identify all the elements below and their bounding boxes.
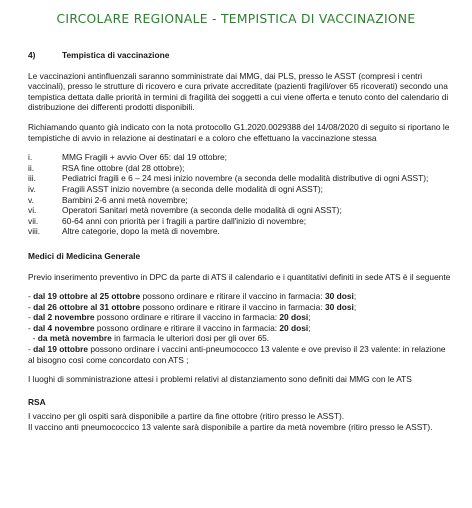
mmg-closing-paragraph: I luoghi di somministrazione attesi i problemi relativi al distanziamento sono definiti dai MMG con le ATS	[28, 374, 412, 385]
mmg-schedule-line	[28, 323, 452, 334]
line-suffix: ;	[353, 291, 357, 302]
timeline-item-text: Pediatrici fragili e 6 – 24 mesi inizio novembre (a seconda delle modalità distributive di ogni ASST);	[62, 173, 429, 184]
timeline-item	[28, 163, 452, 174]
section-heading	[28, 50, 452, 61]
timeline-item-text: Altre categorie, dopo la metà di novembre.	[62, 226, 220, 237]
line-date: dal 19 ottobre al 25 ottobre	[33, 291, 141, 302]
timeline-item-text: Bambini 2-6 anni metà novembre;	[62, 194, 188, 205]
mmg-intro-paragraph: Previo inserimento preventivo in DPC da parte di ATS il calendario e i quantitativi definiti in sede ATS è il seguente	[28, 271, 451, 282]
rsa-line: Il vaccino anti pneumococcico 13 valente sarà disponibile a partire da metà novembre (ritiro presso le ASST).	[28, 422, 433, 433]
line-date: dal 26 ottobre al 31 ottobre	[33, 301, 141, 312]
mmg-schedule-line	[28, 291, 452, 302]
timeline-item	[28, 152, 452, 163]
timeline-item	[28, 205, 452, 216]
line-prefix: -	[28, 301, 34, 312]
line-suffix: ;	[308, 322, 311, 333]
timeline-item-text: 60-64 anni con priorità per i fragili a partire dall'inizio di novembre;	[62, 215, 307, 226]
line-suffix: ;	[353, 301, 357, 312]
timeline-item-number: v.	[28, 194, 34, 205]
section-title: Tempistica di vaccinazione	[62, 50, 170, 60]
rsa-line: I vaccino per gli ospiti sarà disponibile a partire da fine ottobre (ritiro presso le ASST).	[28, 411, 345, 422]
line-text: possono ordinare e ritirare il vaccino in farmacia:	[140, 291, 325, 302]
timeline-item-text: MMG Fragili + avvio Over 65: dal 19 ottobre;	[62, 152, 228, 163]
timeline-item	[28, 184, 452, 195]
mmg-schedule-line	[28, 333, 452, 344]
document-body	[28, 50, 452, 433]
line-date: da metà novembre	[37, 333, 112, 344]
timeline-item-number: ii.	[28, 162, 35, 173]
timeline-item	[28, 226, 452, 237]
line-date: dal 19 ottobre	[33, 344, 89, 355]
mmg-schedule	[28, 291, 452, 365]
line-text: possono ordinare i vaccini anti-pneumococco 13 valente e ove previso il 23 valente: in relazione al bisogno così come concordato con ATS ;	[28, 344, 446, 365]
timeline-item	[28, 173, 452, 184]
section-number: 4)	[28, 50, 36, 60]
line-doses: 30 dosi	[324, 301, 354, 312]
timeline-item-number: i.	[28, 152, 33, 163]
timeline-item-number: vii.	[28, 215, 39, 226]
line-text: possono ordinare e ritirare il vaccino in farmacia:	[94, 322, 280, 333]
mmg-schedule-line	[28, 302, 452, 313]
line-text: possono ordinare e ritirare il vaccino in farmacia:	[94, 312, 280, 323]
protocol-paragraph: Richiamando quanto già indicato con la nota protocollo G1.2020.0029388 del 14/08/2020 di seguito si riportano le tempistiche di avvio in relazione ai destinatari e a coloro che effettuano la vaccinazione stessa	[28, 121, 450, 143]
timeline-item-text: Operatori Sanitari metà novembre (a seconda delle modalità di ogni ASST);	[62, 205, 342, 216]
timeline-item-text: Fragili ASST inizio novembre (a seconda delle modalità di ogni ASST);	[62, 183, 323, 194]
timeline-item-text: RSA fine ottobre (dal 28 ottobre);	[62, 162, 185, 173]
line-date: dal 4 novembre	[33, 322, 95, 333]
line-prefix: -	[28, 333, 38, 344]
line-suffix: ;	[308, 312, 311, 323]
timeline-item-number: iv.	[28, 183, 36, 194]
timeline-item-number: viii.	[28, 226, 41, 237]
mmg-heading: Medici di Medicina Generale	[28, 250, 141, 261]
rsa-heading: RSA	[28, 396, 46, 407]
line-prefix: -	[28, 344, 34, 355]
timeline-item-number: iii.	[28, 173, 36, 184]
line-doses: 20 dosi	[279, 312, 309, 323]
line-date: dal 2 novembre	[33, 312, 95, 323]
mmg-schedule-line	[28, 312, 452, 323]
line-doses: 30 dosi	[324, 291, 354, 302]
timeline-item	[28, 216, 452, 227]
line-doses: 20 dosi	[279, 322, 309, 333]
intro-paragraph: Le vaccinazioni antinfluenzali saranno somministrate dai MMG, dai PLS, presso le ASST (compresi i centri vaccinali), presso le strutture di ricovero e cura private accreditate (pazienti fragili/over 65 ricoverati) secondo una tempistica dettata dalle priorità in termini di fragilità dei soggetti a cui viene offerta e tenuto conto del calendario di distribuzione dei differenti prodotti disponibili.	[28, 70, 449, 113]
timeline-item	[28, 195, 452, 206]
timeline-item-number: vi.	[28, 205, 37, 216]
line-text: possono ordinare e ritirare il vaccino in farmacia:	[140, 301, 325, 312]
document-header-title: CIRCOLARE REGIONALE - TEMPISTICA DI VACCINAZIONE	[56, 12, 416, 26]
line-prefix: -	[28, 322, 34, 333]
mmg-schedule-line	[28, 344, 452, 365]
timeline-list	[28, 152, 452, 237]
line-prefix: -	[28, 291, 34, 302]
line-prefix: -	[28, 312, 34, 323]
line-text: in farmacia le ulteriori dosi per gli over 65.	[111, 333, 270, 344]
